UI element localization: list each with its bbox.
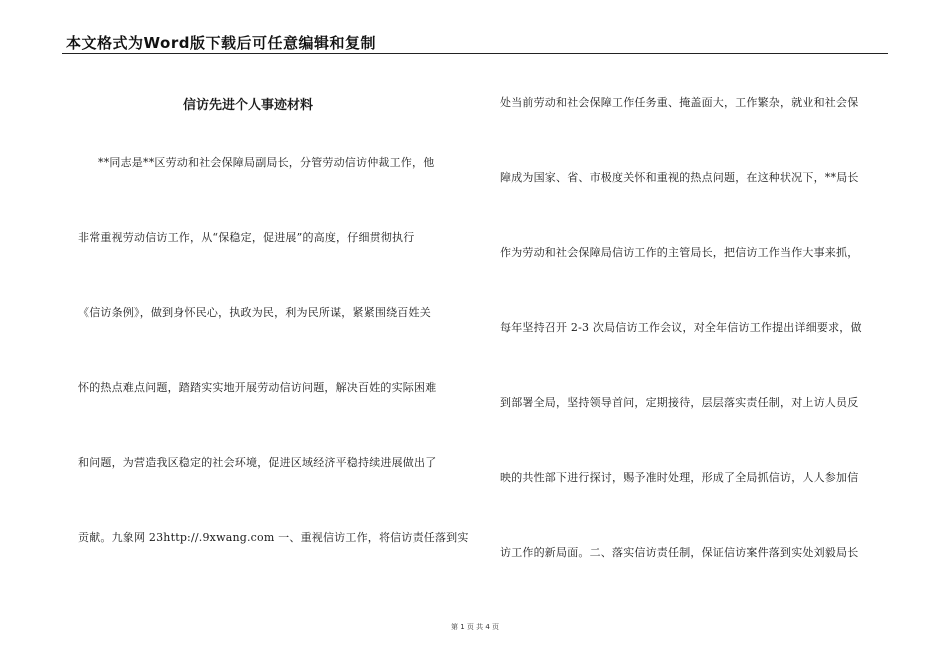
text-line: 作为劳动和社会保障局信访工作的主管局长，把信访工作当作大事来抓， — [500, 246, 859, 259]
text-line: 贡献。九象网 23http://.9xwang.com 一、重视信访工作，将信访责任落到实 — [78, 531, 469, 544]
text-line: 障成为国家、省、市极度关怀和重视的热点问题，在这种状况下，**局长 — [500, 171, 859, 184]
text-line: 怀的热点难点问题，踏踏实实地开展劳动信访问题，解决百姓的实际困难 — [78, 381, 437, 394]
page-indicator: 第 1 页 共 4 页 — [450, 623, 500, 631]
text-line: 每年坚持召开 2-3 次局信访工作会议，对全年信访工作提出详细要求，做 — [500, 321, 862, 334]
text-line: 非常重视劳动信访工作，从“保稳定，促进展”的高度，仔细贯彻执行 — [78, 231, 415, 244]
text-line: 《信访条例》，做到身怀民心，执政为民，利为民所谋，紧紧围绕百姓关 — [78, 306, 431, 319]
text-line: 映的共性部下进行探讨，赐予准时处理，形成了全局抓信访，人人参加信 — [500, 471, 859, 484]
text-line: 访工作的新局面。二、落实信访责任制，保证信访案件落到实处刘毅局长 — [500, 546, 859, 559]
text-line: 到部署全局，坚持领导首问，定期接待，层层落实责任制，对上访人员反 — [500, 396, 859, 409]
text-line: **同志是**区劳动和社会保障局副局长，分管劳动信访仲裁工作，他 — [98, 156, 435, 169]
document-title: 信访先进个人事迹材料 — [183, 98, 314, 113]
header-rule — [62, 53, 888, 54]
header-banner: 本文格式为Word版下载后可任意编辑和复制 — [66, 34, 376, 52]
text-line: 处当前劳动和社会保障工作任务重、掩盖面大，工作繁杂，就业和社会保 — [500, 96, 859, 109]
text-line: 和问题，为营造我区稳定的社会环境，促进区域经济平稳持续进展做出了 — [78, 456, 437, 469]
